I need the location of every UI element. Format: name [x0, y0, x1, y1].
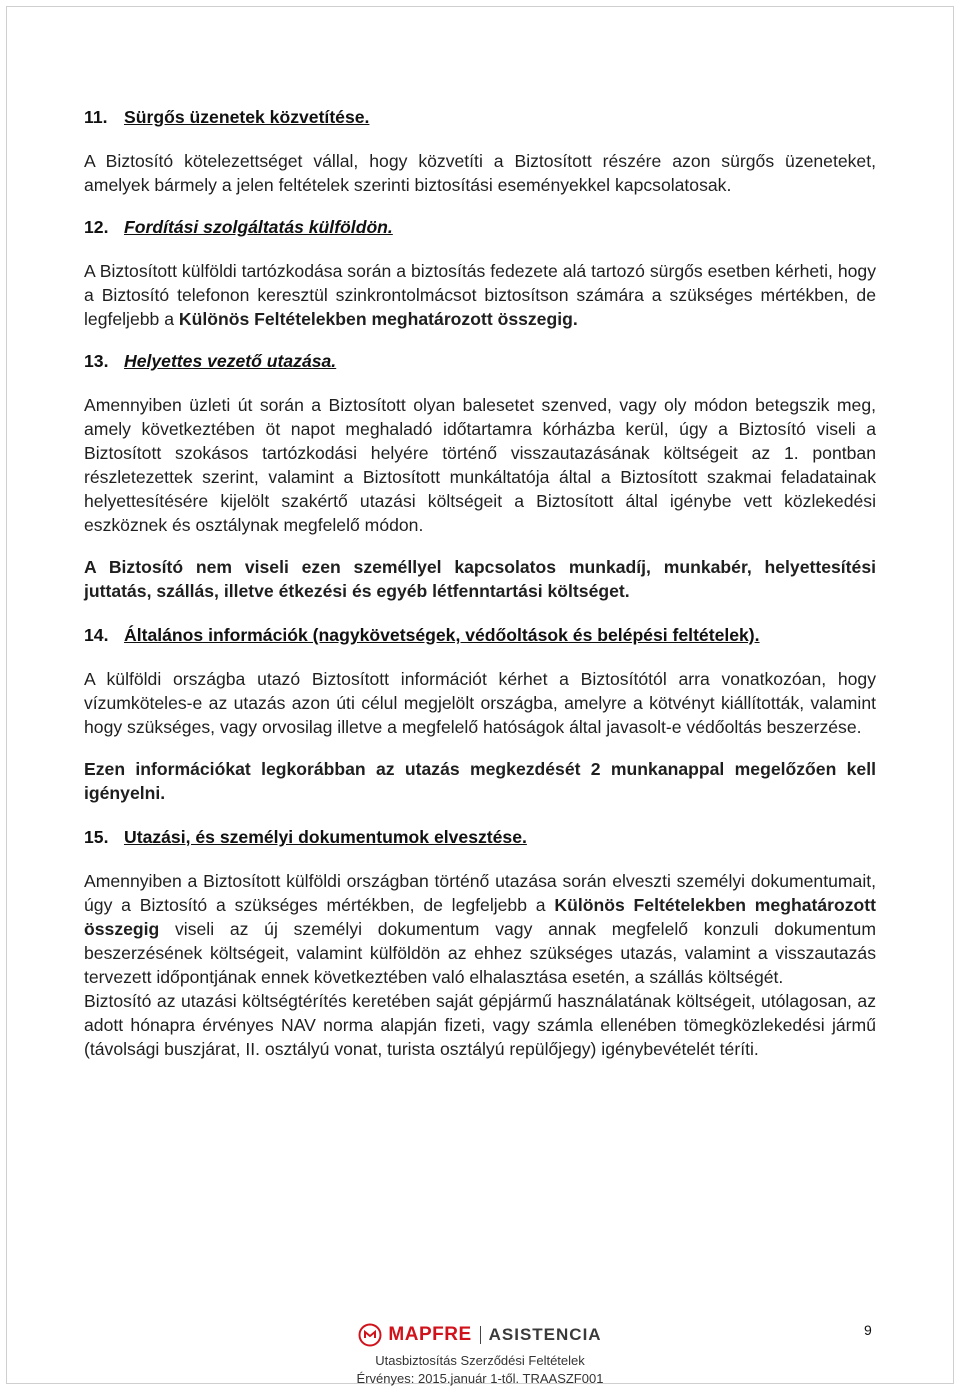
section-15-number: 15. [84, 827, 109, 847]
section-14-title: Általános információk (nagykövetségek, védőoltások és belépési feltételek). [124, 625, 760, 645]
section-13-title: Helyettes vezető utazása. [124, 351, 337, 371]
mapfre-logo-icon [358, 1323, 382, 1347]
logo-brand-text: MAPFRE [388, 1324, 472, 1345]
document-body [84, 105, 876, 1061]
section-12-body [84, 259, 876, 331]
section-14-body: A külföldi országba utazó Biztosított információt kérhet a Biztosítótól arra vonatkozóan, hogy vízumköteles-e az utazás azon úti célul megjelölt országba, amelyre a kötvényt kiállították, valamint hogy szükséges, vagy orvosilag illetve a megfelelő hatóságok által javasolt-e védőoltás beszerzése. [84, 669, 876, 737]
page-number: 9 [864, 1322, 872, 1338]
section-15-title: Utazási, és személyi dokumentumok elvesztése. [124, 827, 527, 847]
section-15-body-1-bold: Különös Feltételekben meghatározott összegig [84, 895, 876, 939]
section-15-body-2: Biztosító az utazási költségtérítés keretében saját gépjármű használatának költségeit, utólagosan, az adott hónapra érvényes NAV norma alapján fizeti, vagy számla ellenében tömegközlekedési jármű (távolsági buszjárat, II. osztályú vonat, turista osztályú repülőjegy) igénybevételét téríti. [84, 991, 876, 1059]
section-13-bold-note: A Biztosító nem viseli ezen személlyel kapcsolatos munkadíj, munkabér, helyettesítési juttatás, szállás, illetve étkezési és egyéb létfenntartási költséget. [84, 557, 876, 601]
footer-validity: Érvényes: 2015.január 1-től. TRAASZF001 [356, 1371, 604, 1386]
section-12-body-bold: Különös Feltételekben meghatározott összegig. [178, 309, 578, 329]
section-12-body-text: A Biztosított külföldi tartózkodása során a biztosítás fedezete alá tartozó sürgős esetben kérheti, hogy a Biztosító telefonon keresztül szinkrontolmácsot biztosítson számára a szükséges mértékben, de legfeljebb a [84, 261, 876, 329]
section-15-heading [84, 825, 876, 849]
section-13-number: 13. [84, 351, 109, 371]
section-14-heading [84, 623, 876, 647]
section-11-title: Sürgős üzenetek közvetítése. [124, 107, 370, 127]
section-11-number: 11. [84, 107, 108, 127]
section-12-number: 12. [84, 217, 109, 237]
section-11-heading [84, 105, 876, 129]
section-14-bold-note: Ezen információkat legkorábban az utazás megkezdését 2 munkanappal megelőzően kell igényelni. [84, 759, 876, 803]
section-13-body: Amennyiben üzleti út során a Biztosított olyan balesetet szenved, vagy oly módon betegszik meg, amely következtében öt napot meghaladó időtartamra kórházba kerül, úgy a Biztosító viseli a Biztosított szokásos tartózkodási helyére történő visszautazásának költségeit az 1. pontban részletezettek szerint, valamint a Biztosított munkáltatója által a Biztosított szakmai feladatainak helyettesítésére kijelölt szakértő utazási költségeit a Biztosított által igénybe vett közlekedési eszköznek és osztálynak megfelelő módon. [84, 395, 876, 535]
logo-divider [480, 1326, 481, 1344]
section-15-body-1-text-a: Amennyiben a Biztosított külföldi országban történő utazása során elveszti személyi dokumentumait, úgy a Biztosító a szükséges mértékben, de legfeljebb a [84, 871, 876, 915]
mapfre-logo [358, 1322, 601, 1348]
section-15-body-1-text-b: viseli az új személyi dokumentum vagy annak megfelelő konzuli dokumentum beszerzésének költségeit, valamint külföldön az ehhez szükséges utazás, valamint a visszautazás tervezett időpontjának ennek következtében való elhalasztása esetén, a szállás költségét. [84, 919, 876, 987]
section-12-title: Fordítási szolgáltatás külföldön. [124, 217, 393, 237]
section-13-heading [84, 349, 876, 373]
footer-document-title: Utasbiztosítás Szerződési Feltételek [375, 1353, 585, 1368]
section-14-number: 14. [84, 625, 109, 645]
page-footer [0, 1322, 960, 1388]
logo-sub-text: ASISTENCIA [488, 1325, 602, 1344]
section-12-heading [84, 215, 876, 239]
section-15-body-1 [84, 869, 876, 989]
section-11-body: A Biztosító kötelezettséget vállal, hogy közvetíti a Biztosított részére azon sürgős üzeneteket, amelyek bármely a jelen feltételek szerinti biztosítási eseményekkel kapcsolatosak. [84, 151, 876, 195]
